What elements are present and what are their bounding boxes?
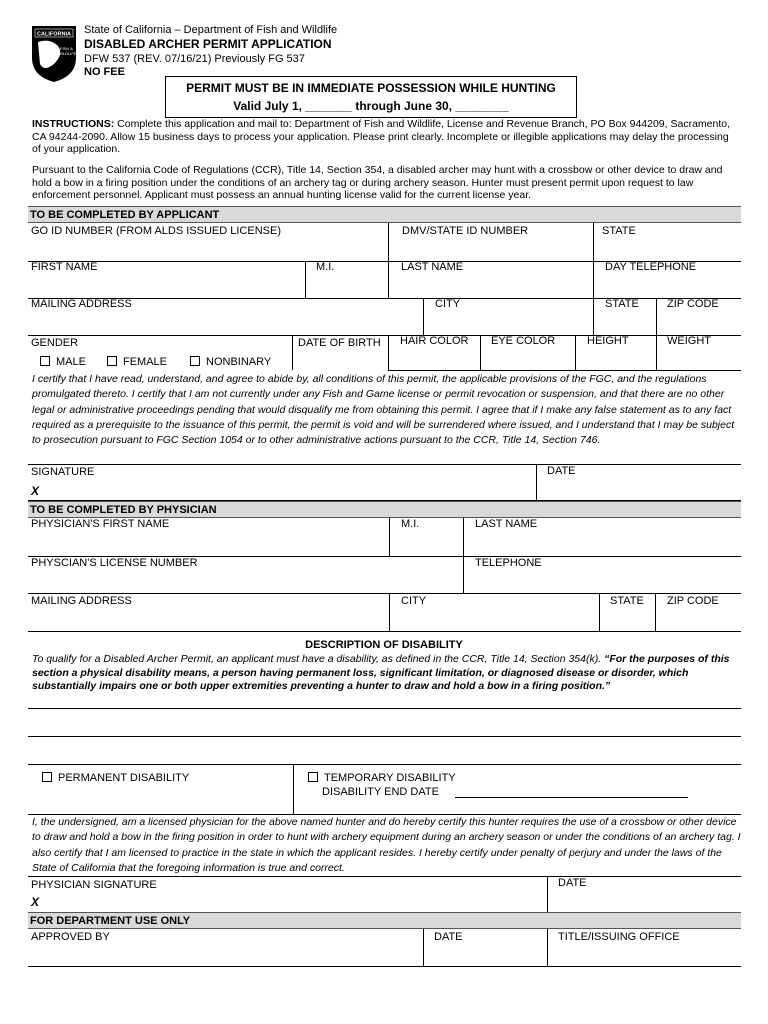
gender-label: GENDER (31, 337, 79, 349)
form-number: DFW 537 (REV. 07/16/21) Previously FG 537 (84, 53, 305, 65)
state-label: STATE (605, 298, 639, 310)
physician-license-label: PHYSCIAN'S LICENSE NUMBER (31, 557, 198, 569)
permit-notice-box (165, 76, 577, 118)
dfw-logo (30, 24, 78, 84)
physician-address-label: MAILING ADDRESS (31, 595, 132, 607)
last-name-label: LAST NAME (401, 261, 464, 273)
physician-certification: I, the undersigned, am a licensed physician for the above named hunter and do hereby certify this hunter requires the use of a crossbow or other device to draw and hold a bow in the firing position in order to hunt with archery equipment during an archery season or under the conditions of an archery tag. I also certify that I am licensed to practice in the state in which the applicant resides. I hereby certify under penalty of perjury and under the laws of the State of California that the foregoing information is true and correct. (32, 816, 741, 874)
physician-section-title: TO BE COMPLETED BY PHYSICIAN (28, 501, 741, 518)
disability-description-title: DESCRIPTION OF DISABILITY (305, 639, 463, 651)
physician-last-name-label: LAST NAME (475, 518, 538, 530)
ccr-paragraph: Pursuant to the California Code of Regulations (CCR), Title 14, Section 354, a disabled archer may hunt with a crossbow or other device to draw and hold a bow in a firing position under the conditions of an archery tag or during archery season. Hunter must present permit upon request to law enforcement personnel. Applicant must possess an annual hunting license valid for the current license year. (32, 164, 723, 201)
applicant-certification: I certify that I have read, understand, and agree to abide by, all conditions of this permit, the applicable provisions of the FGC, and the regulations promulgated thereto. I certify that I am not currently under any Fish and Game license or permit revocation or suspension, and that there are no other legal or administrative proceedings pending that would disqualify me from obtaining this permit. I agree that if I make any false statement as to any fact required as a prerequisite to the issuance of this permit, the permit is void and will be surrendered where issued, and I understand that I may be subject to prosecution pursuant to FGC Section 1054 or to other administrative actions pursuant to the CCR, Title 14, Section 746. (32, 373, 735, 447)
eye-color-label: EYE COLOR (491, 335, 556, 347)
id-state-label: STATE (602, 225, 636, 237)
agency-name: State of California – Department of Fish and Wildlife (84, 24, 338, 36)
physician-signature-label: PHYSICIAN SIGNATURE (31, 879, 157, 891)
mi-label: M.I. (316, 261, 335, 273)
weight-label: WEIGHT (667, 335, 711, 347)
gender-male-option[interactable]: MALE (40, 356, 86, 368)
fee-label: NO FEE (84, 66, 125, 78)
form-title: DISABLED ARCHER PERMIT APPLICATION (84, 37, 332, 51)
dfw-shield-icon (30, 24, 78, 84)
svg-text:CALIFORNIA: CALIFORNIA (37, 31, 71, 38)
dmv-id-label: DMV/STATE ID NUMBER (402, 225, 529, 237)
applicant-section-title: TO BE COMPLETED BY APPLICANT (28, 206, 741, 223)
department-date-label: DATE (434, 931, 463, 943)
permanent-disability-option[interactable]: PERMANENT DISABILITY (42, 772, 189, 784)
signature-x[interactable]: X (31, 484, 40, 498)
physician-city-label: CITY (401, 595, 427, 607)
temporary-disability-option[interactable]: TEMPORARY DISABILITY (308, 772, 456, 784)
day-telephone-label: DAY TELEPHONE (605, 261, 697, 273)
mailing-address-label: MAILING ADDRESS (31, 298, 132, 310)
physician-first-name-label: PHYSICIAN'S FIRST NAME (31, 518, 170, 530)
go-id-label: GO ID NUMBER (FROM ALDS ISSUED LICENSE) (31, 225, 281, 237)
physician-mi-label: M.I. (401, 518, 420, 530)
gender-nonbinary-option[interactable]: NONBINARY (190, 356, 271, 368)
disability-definition: To qualify for a Disabled Archer Permit, an applicant must have a disability, as defined in the CCR, Title 14, Section 354(k). “For the purposes of this section a physical disability means, a person having permanent loss, significant limitation, or diagnosed disease or disorder, which substantially impairs one or both upper extremities preventing a hunter to draw and hold a bow in a firing position.” (32, 653, 730, 692)
valid-dates: Valid July 1, _______ through June 30, ________ (233, 99, 509, 113)
svg-text:FISH &: FISH & (60, 46, 73, 51)
title-office-label: TITLE/ISSUING OFFICE (558, 931, 680, 943)
svg-text:WILDLIFE: WILDLIFE (58, 51, 77, 56)
female-checkbox[interactable] (107, 356, 117, 366)
nonbinary-checkbox[interactable] (190, 356, 200, 366)
temporary-checkbox[interactable] (308, 772, 318, 782)
signature-date-label: DATE (547, 465, 576, 477)
gender-female-option[interactable]: FEMALE (107, 356, 167, 368)
dob-label: DATE OF BIRTH (298, 337, 381, 349)
signature-label: SIGNATURE (31, 466, 95, 478)
permanent-checkbox[interactable] (42, 772, 52, 782)
department-section-title: FOR DEPARTMENT USE ONLY (28, 912, 741, 929)
end-date-line[interactable] (455, 797, 688, 798)
hair-color-label: HAIR COLOR (400, 335, 469, 347)
physician-zip-label: ZIP CODE (667, 595, 719, 607)
first-name-label: FIRST NAME (31, 261, 98, 273)
physician-date-label: DATE (558, 877, 587, 889)
city-label: CITY (435, 298, 461, 310)
male-checkbox[interactable] (40, 356, 50, 366)
physician-signature-x[interactable]: X (31, 895, 40, 909)
possession-notice: PERMIT MUST BE IN IMMEDIATE POSSESSION WHILE HUNTING (186, 81, 556, 95)
zip-label: ZIP CODE (667, 298, 719, 310)
physician-state-label: STATE (610, 595, 644, 607)
height-label: HEIGHT (587, 335, 629, 347)
disability-end-date-label: DISABILITY END DATE (322, 786, 439, 798)
physician-telephone-label: TELEPHONE (475, 557, 542, 569)
instructions: INSTRUCTIONS: Complete this application and mail to: Department of Fish and Wildlife, License and Revenue Branch, PO Box 944209, Sacramento, CA 94244-2090. Allow 15 business days to process your application. Please print clearly. Incomplete or illegible applications may delay the processing of your application. (32, 118, 731, 155)
approved-by-label: APPROVED BY (31, 931, 110, 943)
